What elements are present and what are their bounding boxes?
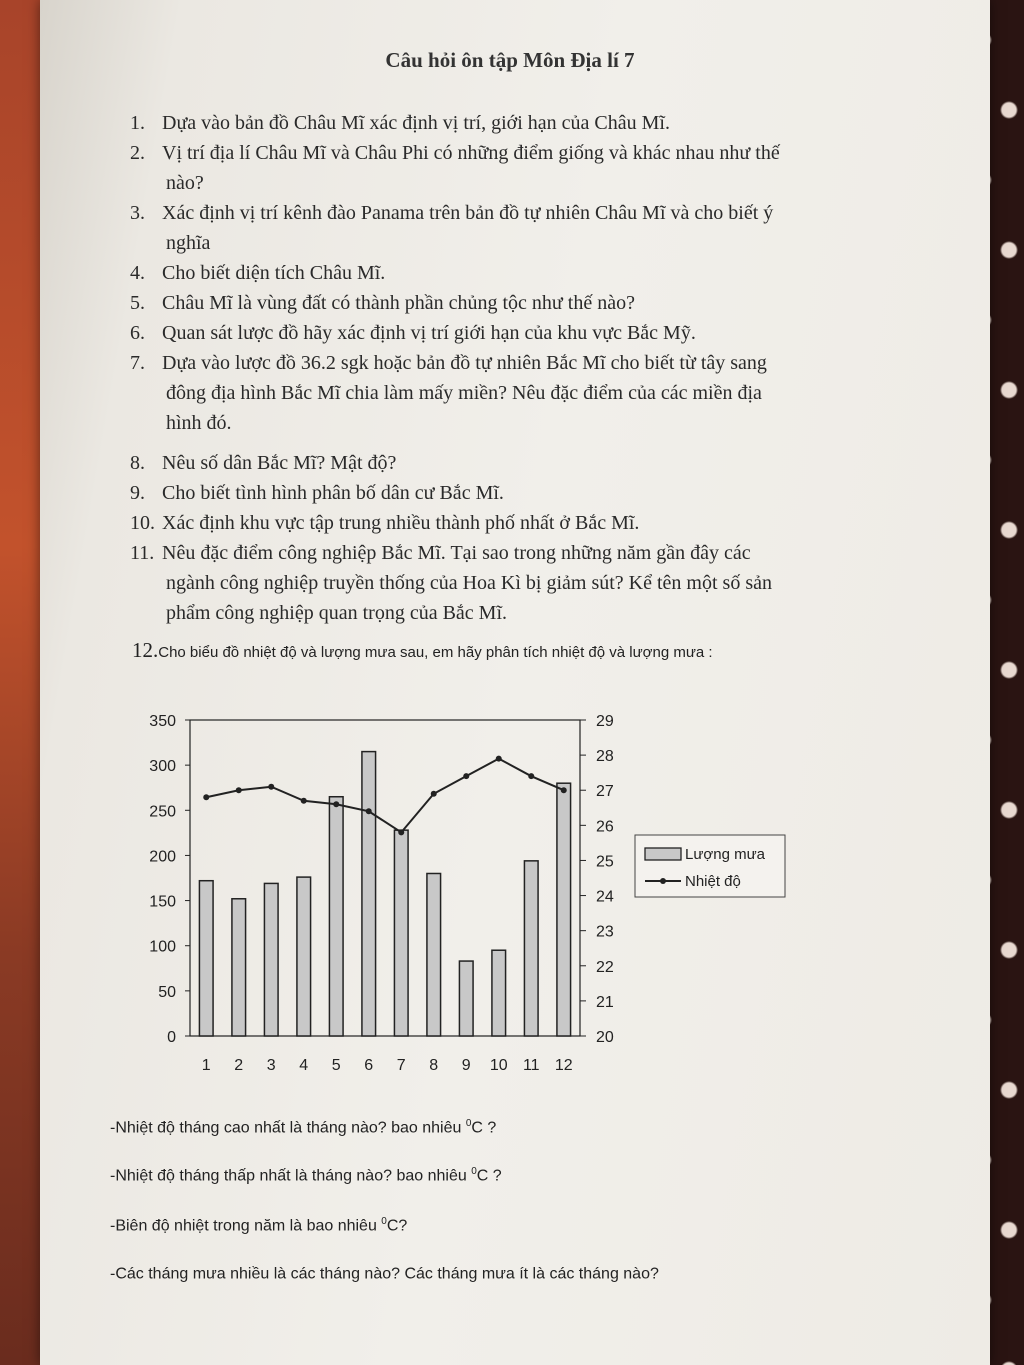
- temperature-point: [528, 773, 534, 779]
- bullet-question: [110, 1264, 659, 1283]
- question-number: 8.: [130, 452, 145, 474]
- temperature-point: [333, 801, 339, 807]
- left-tick-label: 150: [149, 893, 176, 911]
- question-number: 5.: [130, 292, 145, 314]
- temperature-line: [206, 759, 564, 833]
- x-tick-label: 5: [331, 1057, 341, 1074]
- question-line: nghĩa: [166, 232, 211, 254]
- rainfall-bar: [297, 877, 311, 1036]
- temperature-point: [431, 791, 437, 797]
- temperature-point: [398, 829, 404, 835]
- question-item: [130, 288, 930, 318]
- x-tick-label: 7: [396, 1057, 406, 1074]
- temperature-point: [496, 756, 502, 762]
- question-line: hình đó.: [166, 412, 232, 434]
- question-12: [132, 638, 932, 663]
- rainfall-bar: [524, 861, 538, 1036]
- left-tick-label: 100: [149, 938, 176, 956]
- question-item: [130, 138, 930, 198]
- question-line: Dựa vào bản đồ Châu Mĩ xác định vị trí, giới hạn của Châu Mĩ.: [162, 112, 670, 134]
- left-tick-label: 350: [149, 713, 176, 730]
- left-tick-label: 50: [158, 983, 176, 1001]
- bullet-suffix: C ?: [471, 1119, 497, 1137]
- question-number: 7.: [130, 352, 145, 374]
- question-line: Dựa vào lược đồ 36.2 sgk hoặc bản đồ tự nhiên Bắc Mĩ cho biết từ tây sang: [162, 352, 767, 374]
- bullet-prefix: -: [110, 1217, 116, 1235]
- legend-bar-swatch: [645, 848, 681, 860]
- question-item: [130, 538, 930, 628]
- question-line: Quan sát lược đồ hãy xác định vị trí giới hạn của khu vực Bắc Mỹ.: [162, 322, 696, 344]
- bullet-suffix: C ?: [476, 1167, 502, 1185]
- temperature-point: [203, 794, 209, 800]
- temperature-point: [366, 808, 372, 814]
- question-line: Cho biết tình hình phân bố dân cư Bắc Mĩ.: [162, 482, 504, 504]
- question-line: nào?: [166, 172, 204, 194]
- right-tick-label: 27: [596, 783, 614, 801]
- question-line: phẩm công nghiệp quan trọng của Bắc Mĩ.: [166, 602, 508, 624]
- rainfall-bar: [232, 899, 246, 1036]
- right-tick-label: 28: [596, 748, 614, 766]
- right-tick-label: 24: [596, 888, 614, 906]
- x-tick-label: 12: [554, 1057, 573, 1074]
- question-number: 1.: [130, 112, 145, 134]
- bullet-text: Nhiệt độ tháng cao nhất là tháng nào? bao nhiêu: [115, 1119, 466, 1137]
- x-tick-label: 3: [266, 1057, 276, 1074]
- question-line: Nêu số dân Bắc Mĩ? Mật độ?: [162, 452, 397, 474]
- question-line: ngành công nghiệp truyền thống của Hoa Kì bị giảm sút? Kể tên một số sản: [166, 572, 772, 594]
- degree-superscript: 0: [471, 1166, 477, 1177]
- legend-label-rain: Lượng mưa: [685, 846, 765, 863]
- degree-superscript: 0: [465, 1118, 472, 1129]
- bullet-prefix: -: [110, 1167, 116, 1185]
- question-item: [130, 258, 930, 288]
- question-line: Nêu đặc điểm công nghiệp Bắc Mĩ. Tại sao trong những năm gần đây các: [162, 542, 751, 564]
- question-item: [130, 448, 930, 478]
- right-tick-label: 23: [596, 923, 614, 941]
- bullet-question: [110, 1118, 496, 1137]
- page-title: Câu hỏi ôn tập Môn Địa lí 7: [385, 48, 635, 72]
- temperature-point: [561, 787, 567, 793]
- legend-line-marker: [660, 878, 666, 884]
- question-line: Vị trí địa lí Châu Mĩ và Châu Phi có những điểm giống và khác nhau như thế: [162, 142, 780, 164]
- rainfall-bar: [264, 883, 278, 1036]
- question-item: [130, 318, 930, 348]
- question-line: Châu Mĩ là vùng đất có thành phần chủng tộc như thế nào?: [162, 292, 635, 314]
- left-tick-label: 300: [149, 758, 176, 776]
- question-number: 3.: [130, 202, 145, 224]
- bullet-text: Các tháng mưa nhiều là các tháng nào? Các tháng mưa ít là các tháng nào?: [115, 1265, 659, 1283]
- left-tick-label: 0: [167, 1029, 176, 1046]
- question-number: 2.: [130, 142, 145, 164]
- question-item: [130, 198, 930, 258]
- rainfall-bar: [394, 830, 408, 1036]
- x-tick-label: 6: [364, 1057, 374, 1074]
- question-number: 12.: [132, 638, 159, 662]
- rainfall-bar: [557, 783, 571, 1036]
- question-line: Xác định vị trí kênh đào Panama trên bản đồ tự nhiên Châu Mĩ và cho biết ý: [162, 202, 774, 224]
- question-number: 11.: [130, 542, 155, 564]
- bullet-prefix: -: [110, 1265, 116, 1283]
- right-tick-label: 22: [596, 958, 614, 976]
- rainfall-bar: [427, 873, 441, 1036]
- question-number: 6.: [130, 322, 145, 344]
- climate-chart: [130, 700, 810, 1090]
- bullet-suffix: C?: [386, 1217, 408, 1235]
- bullet-prefix: -: [110, 1119, 116, 1137]
- x-tick-label: 1: [201, 1057, 211, 1074]
- right-tick-label: 25: [596, 853, 614, 871]
- temperature-point: [463, 773, 469, 779]
- bullet-text: Nhiệt độ tháng thấp nhất là tháng nào? bao nhiêu: [115, 1167, 472, 1185]
- right-tick-label: 21: [596, 993, 614, 1011]
- bullet-text: Biên độ nhiệt trong năm là bao nhiêu: [115, 1217, 382, 1235]
- x-tick-label: 9: [461, 1057, 471, 1074]
- temperature-point: [236, 787, 242, 793]
- x-tick-label: 10: [489, 1057, 508, 1074]
- rainfall-bar: [492, 950, 506, 1036]
- question-line: Xác định khu vực tập trung nhiều thành phố nhất ở Bắc Mĩ.: [162, 512, 640, 534]
- question-line: Cho biết diện tích Châu Mĩ.: [162, 262, 386, 284]
- x-tick-label: 8: [429, 1057, 439, 1074]
- left-tick-label: 250: [149, 803, 176, 821]
- rainfall-bar: [329, 797, 343, 1036]
- right-tick-label: 29: [596, 713, 614, 730]
- question-number: 10.: [130, 512, 155, 534]
- rainfall-bar: [199, 881, 213, 1036]
- legend-label-temp: Nhiệt độ: [685, 873, 741, 890]
- question-item: [130, 348, 930, 438]
- question-item: [130, 508, 930, 538]
- bullet-question: [110, 1166, 502, 1185]
- temperature-point: [301, 798, 307, 804]
- plot-frame: [190, 720, 580, 1036]
- chart-svg: [130, 700, 810, 1090]
- left-tick-label: 200: [149, 848, 176, 866]
- rainfall-bar: [362, 752, 376, 1036]
- right-tick-label: 20: [596, 1029, 614, 1046]
- x-tick-label: 2: [234, 1057, 244, 1074]
- temperature-point: [268, 784, 274, 790]
- bullet-question: [110, 1216, 407, 1235]
- question-number: 4.: [130, 262, 145, 284]
- question-text: Cho biểu đồ nhiệt độ và lượng mưa sau, em hãy phân tích nhiệt độ và lượng mưa :: [158, 644, 713, 661]
- x-tick-label: 4: [299, 1057, 309, 1074]
- question-line: đông địa hình Bắc Mĩ chia làm mấy miền? Nêu đặc điểm của các miền địa: [166, 382, 762, 404]
- question-number: 9.: [130, 482, 145, 504]
- question-item: [130, 108, 930, 138]
- degree-superscript: 0: [381, 1216, 387, 1227]
- rainfall-bar: [459, 961, 473, 1036]
- question-item: [130, 478, 930, 508]
- right-tick-label: 26: [596, 818, 614, 836]
- x-tick-label: 11: [522, 1057, 540, 1074]
